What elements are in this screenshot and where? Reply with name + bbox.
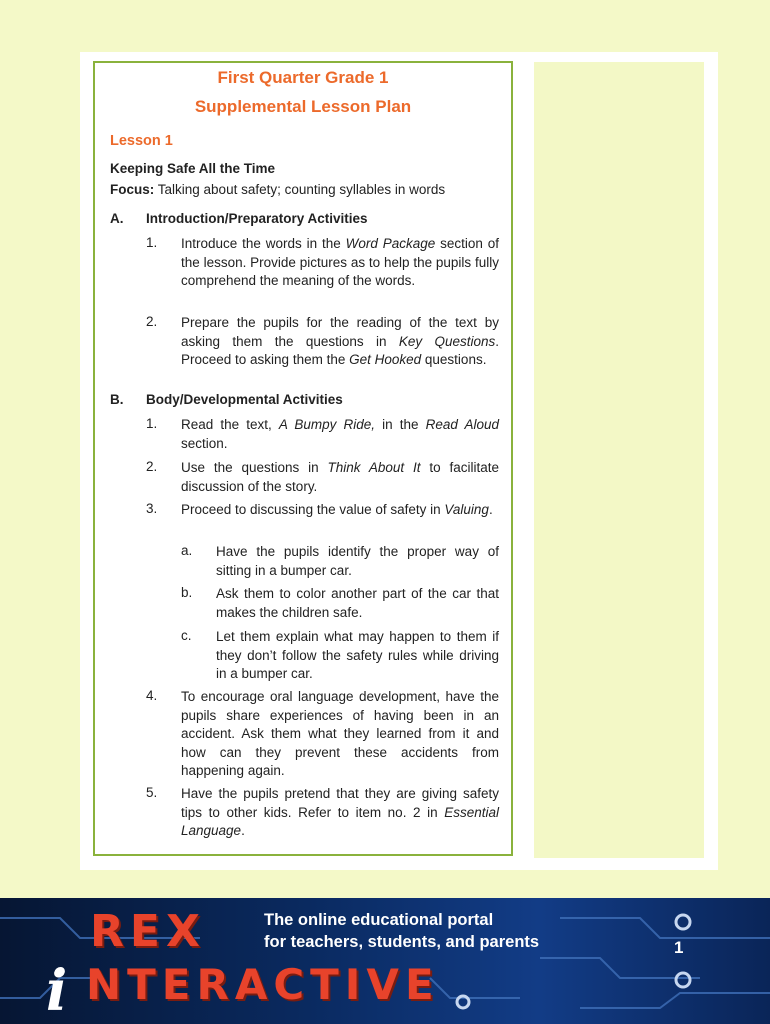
subitem-letter: c. [181,628,192,643]
tagline-line1: The online educational portal [264,911,494,929]
item-number: 2. [146,314,158,329]
list-item: To encourage oral language development, have the pupils share experiences of having been in an accident. Ask them what they learned from it and how can they prevent these accidents from happening again. [181,689,499,778]
focus-text: Talking about safety; counting syllables in words [154,182,446,197]
item-number: 1. [146,416,158,431]
item-number: 4. [146,688,158,703]
document-title: First Quarter Grade 1 [217,68,389,87]
subitem-letter: a. [181,543,193,558]
item-number: 1. [146,235,158,250]
section-a-letter: A. [110,211,124,226]
list-item: Prepare the pupils for the reading of the text by asking them the questions in Key Questions. Proceed to asking them the Get Hooked questions. [181,315,500,367]
page-number: 1 [674,938,684,957]
focus-label: Focus: [110,182,155,197]
lesson-topic: Keeping Safe All the Time [110,161,276,176]
lesson-plan-box [93,61,513,856]
logo-rex: REX [90,906,206,957]
section-b-title: Body/Developmental Activities [146,392,343,407]
subitem-letter: b. [181,585,193,600]
side-panel [534,62,704,858]
list-item: Use the questions in Think About It to facilitate discussion of the story. [181,460,499,494]
list-item: Proceed to discussing the value of safety in Valuing. [181,502,493,517]
section-b-letter: B. [110,392,124,407]
item-number: 2. [146,459,158,474]
logo-i: i [46,958,68,1024]
section-a-title: Introduction/Preparatory Activities [146,211,368,226]
item-number: 5. [146,785,158,800]
list-item: Read the text, A Bumpy Ride, in the Read Aloud section. [181,417,499,451]
lesson-label: Lesson 1 [110,133,173,149]
list-item: Have the pupils pretend that they are giving safety tips to other kids. Refer to item no. 2 in Essential Language. [181,786,499,838]
item-number: 3. [146,501,158,516]
logo-interactive: NTERACTIVE [86,960,440,1009]
lesson-focus [110,182,445,197]
sub-list-item: Ask them to color another part of the car that makes the children safe. [216,586,499,620]
tagline-line2: for teachers, students, and parents [264,933,540,951]
publisher-banner [0,898,770,1024]
sub-list-item: Let them explain what may happen to them if they don’t follow the safety rules while driving in a bumper car. [216,629,499,681]
list-item: Introduce the words in the Word Package section of the lesson. Provide pictures as to help the pupils fully comprehend the meaning of the words. [181,236,500,288]
sub-list-item: Have the pupils identify the proper way of sitting in a bumper car. [216,544,499,578]
document-subtitle: Supplemental Lesson Plan [194,97,412,116]
